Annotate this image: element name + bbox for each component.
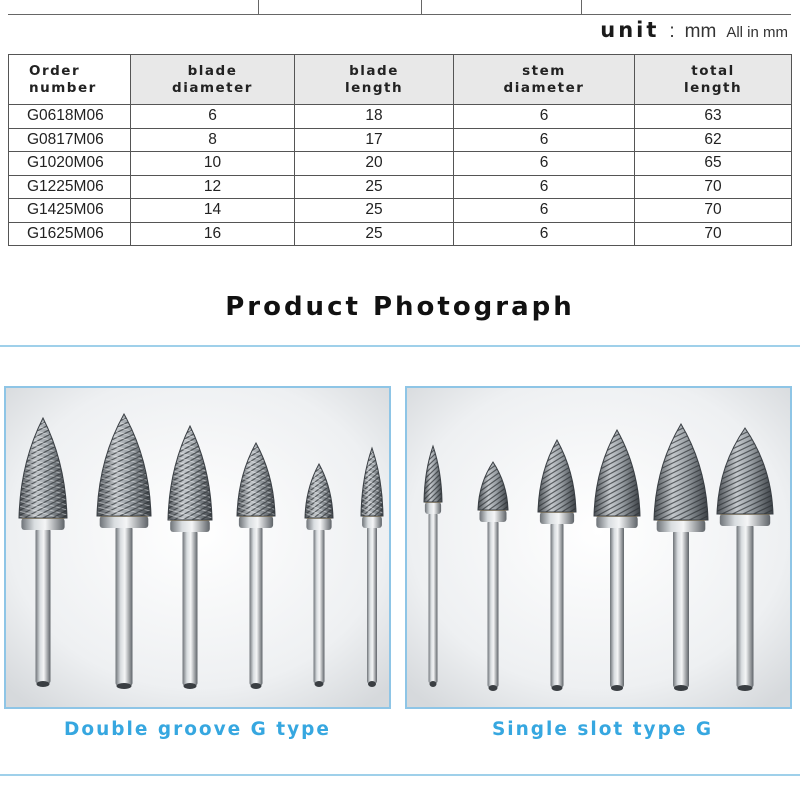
table-row — [9, 175, 792, 199]
cell-order-number: G0618M06 — [9, 105, 131, 129]
cell-order-number: G1425M06 — [9, 199, 131, 223]
cell-total-length: 70 — [635, 199, 792, 223]
bottom-divider — [0, 774, 800, 776]
cell-blade-length: 25 — [295, 222, 454, 246]
section-title: Product Photograph — [225, 292, 575, 322]
cell-blade-diameter: 6 — [131, 105, 295, 129]
cell-blade-length: 25 — [295, 199, 454, 223]
cell-total-length: 63 — [635, 105, 792, 129]
header-blade-length: blade length — [295, 55, 454, 105]
table-row — [9, 222, 792, 246]
unit-all-in-mm: All in mm — [726, 24, 788, 41]
unit-value: mm — [684, 21, 717, 42]
cell-order-number: G1020M06 — [9, 152, 131, 176]
cell-total-length: 65 — [635, 152, 792, 176]
table-row — [9, 152, 792, 176]
cell-stem-diameter: 6 — [454, 152, 635, 176]
table-row — [9, 105, 792, 129]
cell-blade-diameter: 16 — [131, 222, 295, 246]
table-row — [9, 199, 792, 223]
cell-order-number: G1225M06 — [9, 175, 131, 199]
cell-total-length: 70 — [635, 175, 792, 199]
header-stem-diameter: stem diameter — [454, 55, 635, 105]
unit-separator: : — [669, 21, 675, 42]
double-groove-caption: Double groove G type — [64, 719, 331, 740]
header-blade-diameter: blade diameter — [131, 55, 295, 105]
cell-stem-diameter: 6 — [454, 199, 635, 223]
cell-blade-length: 17 — [295, 128, 454, 152]
cell-order-number: G0817M06 — [9, 128, 131, 152]
cell-stem-diameter: 6 — [454, 128, 635, 152]
double-cut-burr-photo — [4, 386, 391, 709]
cell-blade-diameter: 8 — [131, 128, 295, 152]
unit-label: unit — [600, 18, 660, 42]
cell-total-length: 62 — [635, 128, 792, 152]
cell-blade-diameter: 14 — [131, 199, 295, 223]
cell-blade-length: 25 — [295, 175, 454, 199]
previous-table-edge — [0, 0, 800, 16]
cell-stem-diameter: 6 — [454, 105, 635, 129]
cell-total-length: 70 — [635, 222, 792, 246]
spec-table — [8, 54, 792, 246]
unit-note — [600, 18, 788, 44]
cell-blade-diameter: 10 — [131, 152, 295, 176]
cell-stem-diameter: 6 — [454, 175, 635, 199]
header-order-number: Order number — [9, 55, 131, 105]
single-slot-caption: Single slot type G — [491, 719, 714, 740]
cell-blade-length: 18 — [295, 105, 454, 129]
cell-stem-diameter: 6 — [454, 222, 635, 246]
cell-order-number: G1625M06 — [9, 222, 131, 246]
cell-blade-diameter: 12 — [131, 175, 295, 199]
table-header-row — [9, 55, 792, 105]
single-cut-burr-photo — [405, 386, 792, 709]
cell-blade-length: 20 — [295, 152, 454, 176]
section-divider — [0, 345, 800, 347]
table-row — [9, 128, 792, 152]
header-total-length: total length — [635, 55, 792, 105]
